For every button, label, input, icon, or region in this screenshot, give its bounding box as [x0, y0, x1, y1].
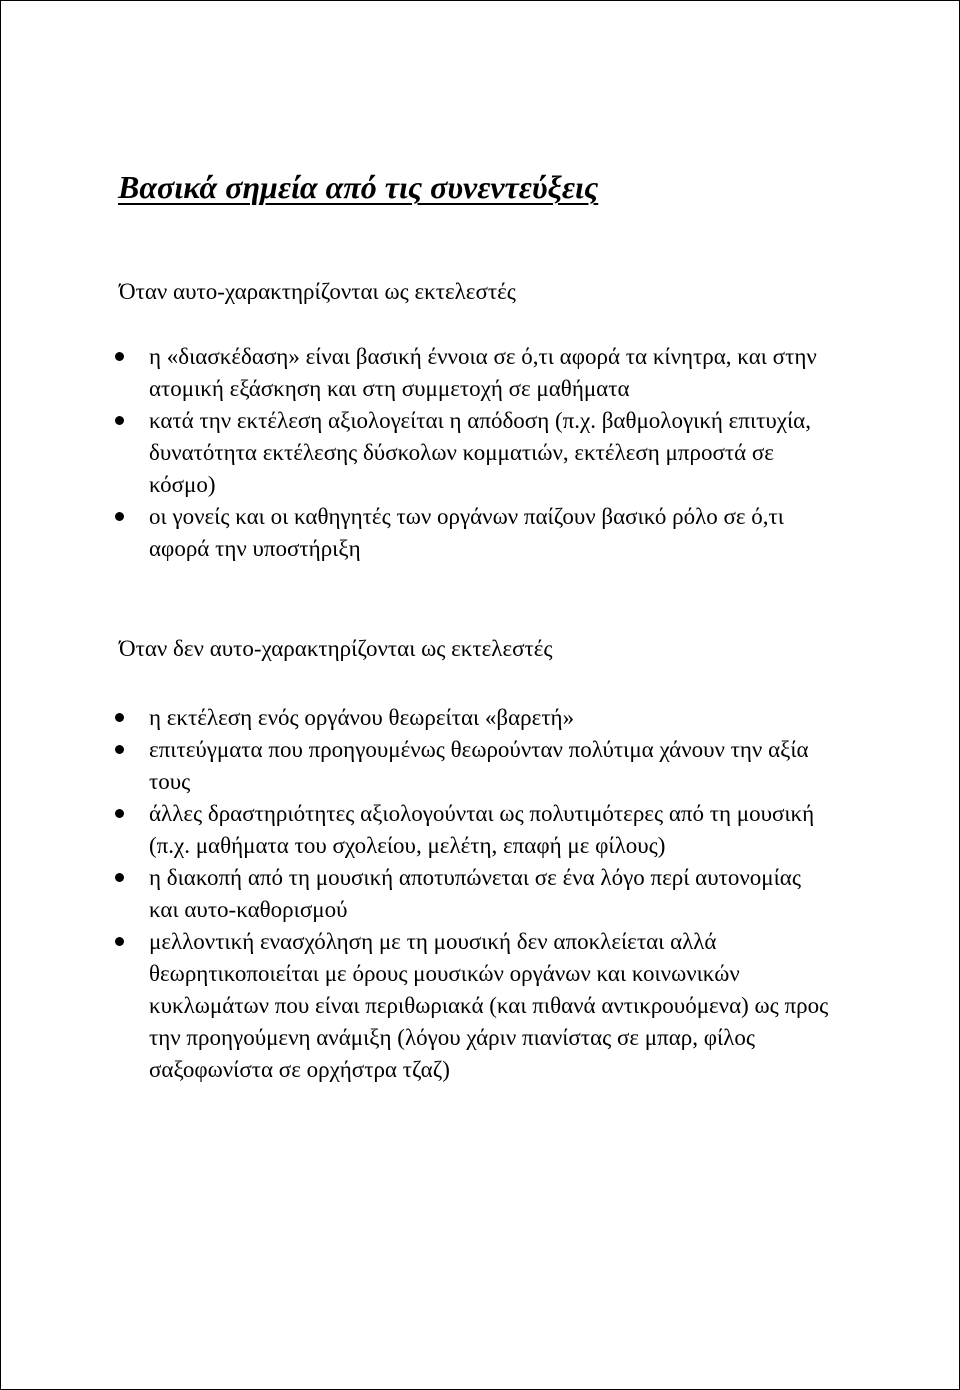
- list-item: [1, 702, 829, 734]
- list-item: [1, 501, 829, 565]
- list-item: [1, 862, 829, 926]
- list-item: [1, 926, 829, 1086]
- list-item-text: άλλες δραστηριότητες αξιολογούνται ως πολυτιμότερες από τη μουσική (π.χ. μαθήματα του σχολείου, μελέτη, επαφή με φίλους): [149, 801, 815, 858]
- section-heading-non-performers: Όταν δεν αυτο-χαρακτηρίζονται ως εκτελεστές: [119, 636, 553, 661]
- bullet-icon: [115, 512, 124, 521]
- bullet-icon: [115, 873, 124, 882]
- section-heading-performers: Όταν αυτο-χαρακτηρίζονται ως εκτελεστές: [119, 279, 516, 304]
- list-item-text: επιτεύγματα που προηγουμένως θεωρούνταν πολύτιμα χάνουν την αξία τους: [149, 737, 809, 794]
- performers-list: [1, 341, 829, 565]
- list-item-text: οι γονείς και οι καθηγητές των οργάνων παίζουν βασικό ρόλο σε ό,τι αφορά την υποστήριξη: [149, 504, 784, 561]
- bullet-icon: [115, 809, 124, 818]
- bullet-icon: [115, 713, 124, 722]
- list-item-text: η διακοπή από τη μουσική αποτυπώνεται σε ένα λόγο περί αυτονομίας και αυτο-καθορισμού: [149, 865, 801, 922]
- list-item: [1, 734, 829, 798]
- list-item-text: μελλοντική ενασχόληση με τη μουσική δεν αποκλείεται αλλά θεωρητικοποιείται με όρους μουσικών οργάνων και κοινωνικών κυκλωμάτων που είναι περιθωριακά (και πιθανά αντικρουόμενα) ως προς την προηγούμενη ανάμιξη (λόγου χάριν πιανίστας σε μπαρ, φίλος σαξοφωνίστα σε ορχήστρα τζαζ): [149, 929, 829, 1082]
- list-item-text: κατά την εκτέλεση αξιολογείται η απόδοση (π.χ. βαθμολογική επιτυχία, δυνατότητα εκτέλεσης δύσκολων κομματιών, εκτέλεση μπροστά σε κόσμο): [149, 408, 811, 497]
- list-item: [1, 405, 829, 501]
- non-performers-list: [1, 702, 829, 1086]
- bullet-icon: [115, 745, 124, 754]
- page-title: Βασικά σημεία από τις συνεντεύξεις: [118, 169, 599, 205]
- bullet-icon: [115, 416, 124, 425]
- list-item-text: η «διασκέδαση» είναι βασική έννοια σε ό,τι αφορά τα κίνητρα, και στην ατομική εξάσκηση και στη συμμετοχή σε μαθήματα: [149, 344, 817, 401]
- list-item-text: η εκτέλεση ενός οργάνου θεωρείται «βαρετή»: [149, 705, 575, 730]
- list-item: [1, 341, 829, 405]
- list-item: [1, 798, 829, 862]
- bullet-icon: [115, 352, 124, 361]
- bullet-icon: [115, 937, 124, 946]
